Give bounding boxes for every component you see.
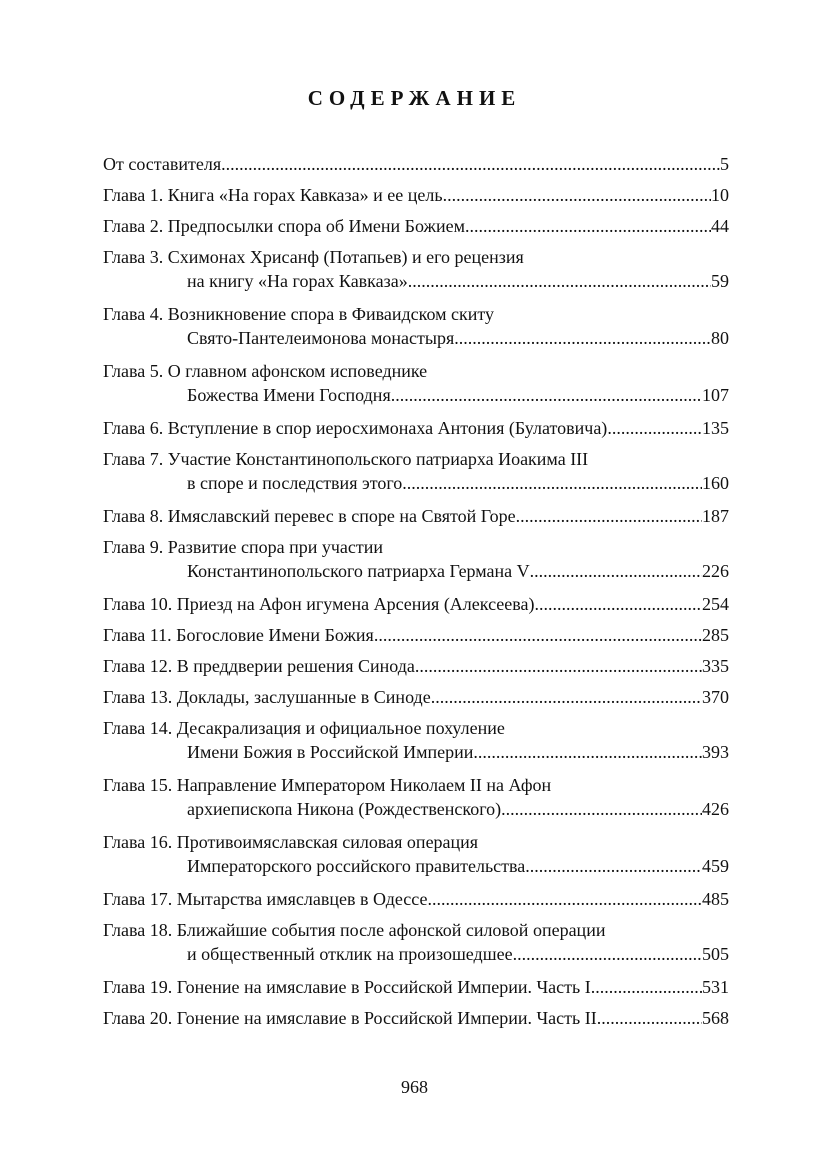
toc-entry[interactable] xyxy=(103,592,729,616)
toc-page-number: 370 xyxy=(702,687,729,707)
toc-entry[interactable] xyxy=(103,773,729,821)
toc-leader-dots xyxy=(473,740,702,764)
toc-page-number: 426 xyxy=(702,799,729,819)
toc-entry-title-continuation: архиепископа Никона (Рождественского) xyxy=(187,799,502,819)
toc-entry-title: Глава 5. О главном афонском исповеднике xyxy=(103,361,428,381)
toc-entry-title-continuation: Свято-Пантелеимонова монастыря xyxy=(187,328,455,348)
table-of-contents xyxy=(103,152,729,1037)
toc-entry-title: Глава 12. В преддверии решения Синода xyxy=(103,656,415,676)
toc-entry-title: Глава 20. Гонение на имяславие в Российской Империи. Часть II xyxy=(103,1008,597,1028)
toc-entry-title: Глава 6. Вступление в спор иеросхимонаха Антония (Булатовича) xyxy=(103,418,608,438)
toc-entry-title-continuation: и общественный отклик на произошедшее xyxy=(187,944,513,964)
toc-entry[interactable] xyxy=(103,623,729,647)
toc-entry-title-continuation: Имени Божия в Российской Империи xyxy=(187,742,474,762)
page-title: СОДЕРЖАНИЕ xyxy=(307,86,522,110)
toc-page-number: 393 xyxy=(702,742,729,762)
toc-leader-dots xyxy=(391,383,702,407)
toc-page-number: 187 xyxy=(702,506,729,526)
toc-entry-title: Глава 8. Имяславский перевес в споре на Святой Горе xyxy=(103,506,516,526)
toc-entry[interactable] xyxy=(103,887,729,911)
toc-entry[interactable] xyxy=(103,685,729,709)
toc-entry-title: Глава 17. Мытарства имяславцев в Одессе xyxy=(103,889,428,909)
toc-entry[interactable] xyxy=(103,918,729,966)
toc-entry-title: Глава 1. Книга «На горах Кавказа» и ее цель xyxy=(103,185,443,205)
toc-leader-dots xyxy=(402,471,702,495)
toc-entry-title: Глава 4. Возникновение спора в Фиваидском скиту xyxy=(103,304,495,324)
toc-page-number: 568 xyxy=(702,1008,729,1028)
toc-entry-title: Глава 15. Направление Императором Николаем II на Афон xyxy=(103,775,552,795)
toc-leader-dots xyxy=(221,152,720,176)
toc-leader-dots xyxy=(415,654,702,678)
toc-leader-dots xyxy=(516,504,702,528)
toc-entry[interactable] xyxy=(103,654,729,678)
toc-leader-dots xyxy=(501,797,702,821)
toc-page-number: 459 xyxy=(702,856,729,876)
toc-entry-title-continuation: Императорского российского правительства xyxy=(187,856,526,876)
toc-entry[interactable] xyxy=(103,359,729,407)
toc-entry[interactable] xyxy=(103,716,729,764)
toc-entry[interactable] xyxy=(103,535,729,583)
toc-page-number: 505 xyxy=(702,944,729,964)
toc-entry[interactable] xyxy=(103,416,729,440)
toc-page-number: 80 xyxy=(711,328,729,348)
toc-page-number: 10 xyxy=(711,185,729,205)
toc-entry[interactable] xyxy=(103,830,729,878)
toc-entry-title-continuation: Божества Имени Господня xyxy=(187,385,391,405)
toc-leader-dots xyxy=(597,1006,702,1030)
page-number: 968 xyxy=(401,1077,428,1097)
toc-leader-dots xyxy=(408,269,711,293)
toc-entry[interactable] xyxy=(103,183,729,207)
toc-leader-dots xyxy=(591,975,702,999)
toc-entry[interactable] xyxy=(103,214,729,238)
toc-leader-dots xyxy=(374,623,702,647)
toc-entry-title-continuation: на книгу «На горах Кавказа» xyxy=(187,271,408,291)
toc-entry[interactable] xyxy=(103,1006,729,1030)
toc-page-number: 254 xyxy=(702,594,729,614)
toc-page-number: 485 xyxy=(702,889,729,909)
toc-entry-title: Глава 13. Доклады, заслушанные в Синоде xyxy=(103,687,431,707)
toc-page-number: 285 xyxy=(702,625,729,645)
toc-page-number: 160 xyxy=(702,473,729,493)
toc-leader-dots xyxy=(454,326,711,350)
toc-entry[interactable] xyxy=(103,447,729,495)
toc-entry-title: Глава 19. Гонение на имяславие в Российской Империи. Часть I xyxy=(103,977,591,997)
toc-entry-title: Глава 16. Противоимяславская силовая операция xyxy=(103,832,479,852)
toc-page-number: 59 xyxy=(711,271,729,291)
toc-entry[interactable] xyxy=(103,152,729,176)
toc-entry-title: Глава 11. Богословие Имени Божия xyxy=(103,625,374,645)
toc-entry[interactable] xyxy=(103,302,729,350)
toc-leader-dots xyxy=(525,854,702,878)
toc-leader-dots xyxy=(535,592,702,616)
toc-page-number: 135 xyxy=(702,418,729,438)
toc-leader-dots xyxy=(465,214,711,238)
toc-entry-title: Глава 18. Ближайшие события после афонской силовой операции xyxy=(103,920,606,940)
toc-leader-dots xyxy=(443,183,711,207)
toc-page-number: 531 xyxy=(702,977,729,997)
toc-page-number: 226 xyxy=(702,561,729,581)
toc-entry-title: Глава 10. Приезд на Афон игумена Арсения (Алексеева) xyxy=(103,594,535,614)
toc-leader-dots xyxy=(427,887,702,911)
toc-entry-title: Глава 7. Участие Константинопольского патриарха Иоакима III xyxy=(103,449,589,469)
toc-entry-title-continuation: Константинопольского патриарха Германа V xyxy=(187,561,530,581)
toc-page-number: 335 xyxy=(702,656,729,676)
toc-entry[interactable] xyxy=(103,975,729,999)
toc-leader-dots xyxy=(607,416,702,440)
toc-entry-title-continuation: в споре и последствия этого xyxy=(187,473,403,493)
toc-entry[interactable] xyxy=(103,504,729,528)
toc-entry-title: Глава 2. Предпосылки спора об Имени Божием xyxy=(103,216,465,236)
toc-entry-title: Глава 3. Схимонах Хрисанф (Потапьев) и его рецензия xyxy=(103,247,524,267)
toc-page-number: 44 xyxy=(711,216,729,236)
toc-page-number: 107 xyxy=(702,385,729,405)
toc-entry-title: От составителя xyxy=(103,154,222,174)
toc-page-number: 5 xyxy=(720,154,729,174)
toc-entry[interactable] xyxy=(103,245,729,293)
toc-leader-dots xyxy=(513,942,702,966)
toc-leader-dots xyxy=(530,559,702,583)
toc-entry-title: Глава 14. Десакрализация и официальное похуление xyxy=(103,718,505,738)
toc-leader-dots xyxy=(431,685,702,709)
toc-entry-title: Глава 9. Развитие спора при участии xyxy=(103,537,384,557)
